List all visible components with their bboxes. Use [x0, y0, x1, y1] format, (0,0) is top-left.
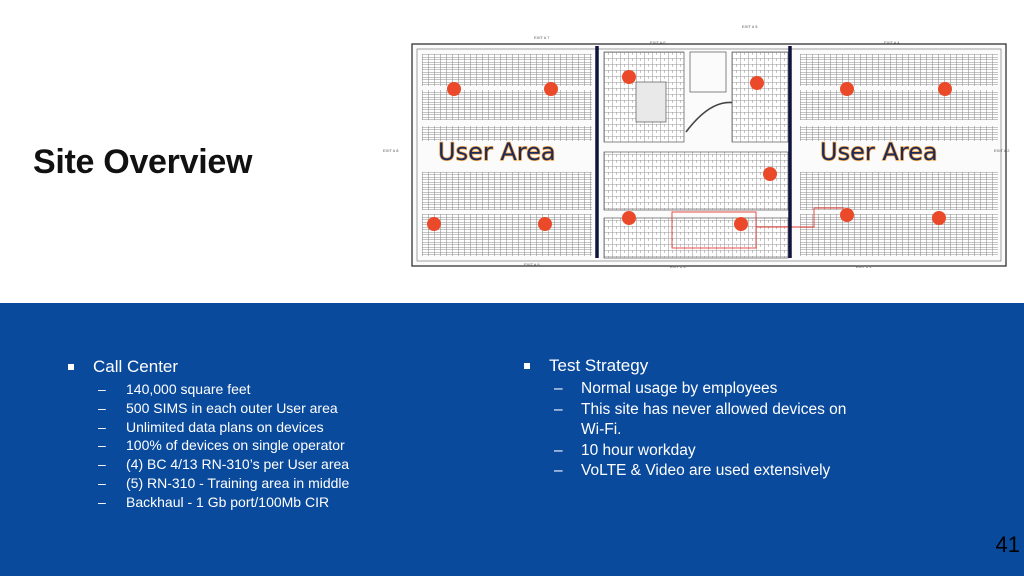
exit-label: EXIT # 9: [524, 262, 540, 267]
radio-marker: [750, 76, 764, 90]
exit-label: EXIT # 4: [884, 40, 900, 45]
page-number: 41: [995, 532, 1020, 557]
list-item: – Normal usage by employees: [554, 379, 904, 400]
radio-marker: [538, 217, 552, 231]
list-item: – 100% of devices on single operator: [98, 436, 488, 455]
call-center-column: [68, 357, 488, 512]
exit-label: EXIT # 3: [670, 264, 686, 269]
exit-label: EXIT # 8: [383, 148, 399, 153]
list-item: – Unlimited data plans on devices: [98, 418, 488, 437]
exit-label: EXIT # 5: [742, 24, 758, 29]
radio-marker: [938, 82, 952, 96]
list-item: – 140,000 square feet: [98, 380, 488, 399]
radio-marker: [840, 208, 854, 222]
exit-label: EXIT # 7: [534, 35, 550, 40]
radio-marker: [932, 211, 946, 225]
test-strategy-column: [524, 356, 904, 482]
bullet-square-icon: [524, 363, 530, 369]
radio-marker: [447, 82, 461, 96]
call-center-heading: Call Center: [93, 357, 179, 376]
call-center-heading-row: [68, 357, 488, 377]
floor-plan: [383, 22, 1016, 270]
radio-marker: [763, 167, 777, 181]
test-strategy-heading-row: [524, 356, 904, 376]
list-item: – Backhaul - 1 Gb port/100Mb CIR: [98, 493, 488, 512]
list-item-continuation: Wi-Fi.: [581, 421, 622, 439]
user-area-label-left: User Area: [438, 138, 556, 166]
user-area-label-right: User Area: [820, 138, 938, 166]
exit-label: EXIT # 1: [856, 264, 872, 269]
list-item: – VoLTE & Video are used extensively: [554, 461, 904, 482]
radio-marker: [840, 82, 854, 96]
slide-title: Site Overview: [33, 143, 253, 181]
radio-marker: [622, 211, 636, 225]
radio-marker: [734, 217, 748, 231]
bullet-square-icon: [68, 364, 74, 370]
list-item: – This site has never allowed devices on: [554, 400, 904, 421]
list-item: – (5) RN-310 - Training area in middle: [98, 474, 488, 493]
list-item: – 10 hour workday: [554, 441, 904, 462]
exit-label: EXIT # 2: [994, 148, 1010, 153]
exit-label: EXIT # 6: [650, 40, 666, 45]
call-center-list: [68, 380, 488, 512]
radio-marker: [544, 82, 558, 96]
radio-marker: [622, 70, 636, 84]
test-strategy-list: [524, 379, 904, 482]
test-strategy-heading: Test Strategy: [549, 356, 649, 375]
radio-marker: [427, 217, 441, 231]
list-item: – (4) BC 4/13 RN-310’s per User area: [98, 455, 488, 474]
list-item: – 500 SIMS in each outer User area: [98, 399, 488, 418]
